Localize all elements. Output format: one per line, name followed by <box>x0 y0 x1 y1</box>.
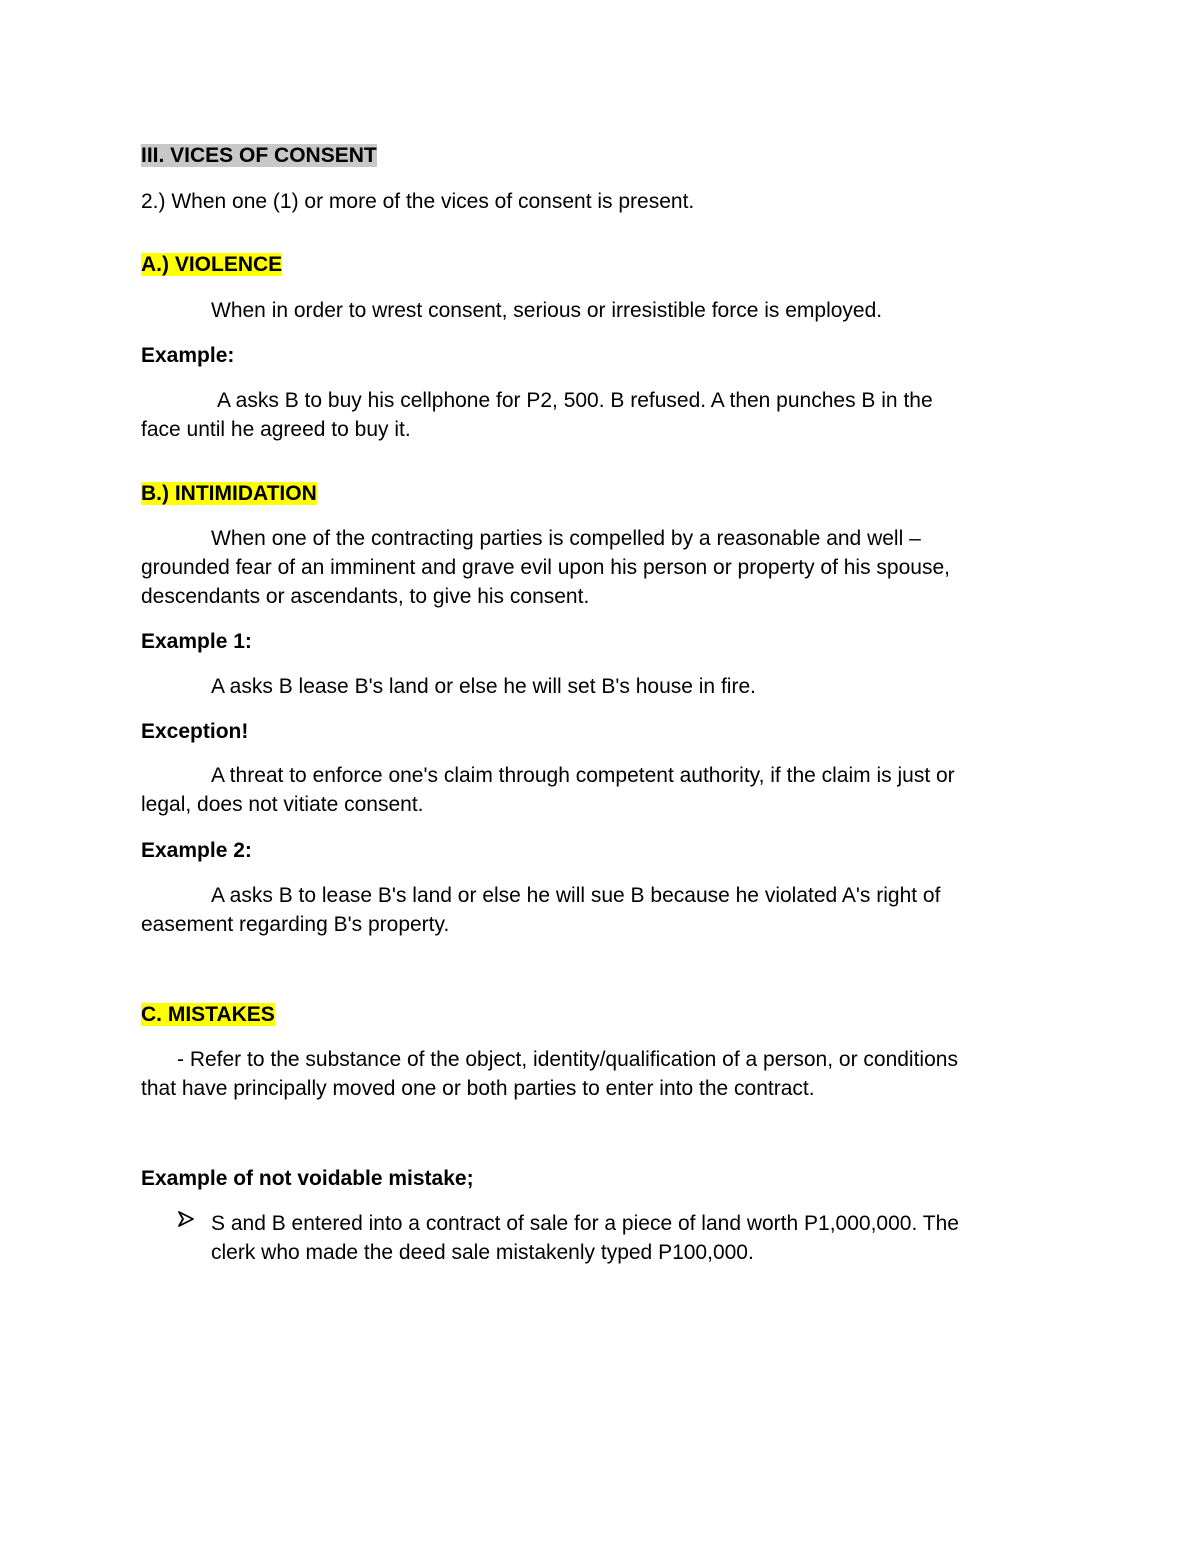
mistakes-example-label: Example of not voidable mistake; <box>141 1167 474 1190</box>
violence-example-label: Example: <box>141 344 235 367</box>
mistakes-heading: C. MISTAKES <box>141 1003 275 1026</box>
violence-example-line2: face until he agreed to buy it. <box>141 418 411 441</box>
mistakes-bullet-line1: S and B entered into a contract of sale for a piece of land worth P1,000,000. The <box>211 1212 959 1235</box>
intimidation-example2-label: Example 2: <box>141 839 252 862</box>
intimidation-example1-text: A asks B lease B's land or else he will set B's house in fire. <box>211 675 756 698</box>
intro-text: 2.) When one (1) or more of the vices of consent is present. <box>141 190 695 213</box>
intimidation-exception-line2: legal, does not vitiate consent. <box>141 793 424 816</box>
intimidation-definition-line3: descendants or ascendants, to give his consent. <box>141 585 590 608</box>
intimidation-example2-line2: easement regarding B's property. <box>141 913 450 936</box>
section-title: III. VICES OF CONSENT <box>141 144 377 167</box>
violence-definition: When in order to wrest consent, serious or irresistible force is employed. <box>211 299 883 322</box>
arrowhead-bullet-icon-svg <box>176 1209 196 1229</box>
mistakes-definition-line1: - Refer to the substance of the object, identity/qualification of a person, or conditions <box>177 1048 958 1071</box>
violence-heading: A.) VIOLENCE <box>141 253 283 276</box>
intimidation-exception-line1: A threat to enforce one's claim through competent authority, if the claim is just or <box>211 764 955 787</box>
intimidation-example1-label: Example 1: <box>141 630 252 653</box>
mistakes-bullet-line2: clerk who made the deed sale mistakenly typed P100,000. <box>211 1241 754 1264</box>
intimidation-definition-line2: grounded fear of an imminent and grave evil upon his person or property of his spouse, <box>141 556 950 579</box>
intimidation-example2-line1: A asks B to lease B's land or else he will sue B because he violated A's right of <box>211 884 941 907</box>
mistakes-definition-line2: that have principally moved one or both parties to enter into the contract. <box>141 1077 815 1100</box>
intimidation-definition-line1: When one of the contracting parties is compelled by a reasonable and well – <box>211 527 921 550</box>
violence-example-line1: A asks B to buy his cellphone for P2, 500. B refused. A then punches B in the <box>217 389 933 412</box>
intimidation-exception-label: Exception! <box>141 720 249 743</box>
intimidation-heading: B.) INTIMIDATION <box>141 482 317 505</box>
arrowhead-bullet-icon <box>176 1209 196 1238</box>
